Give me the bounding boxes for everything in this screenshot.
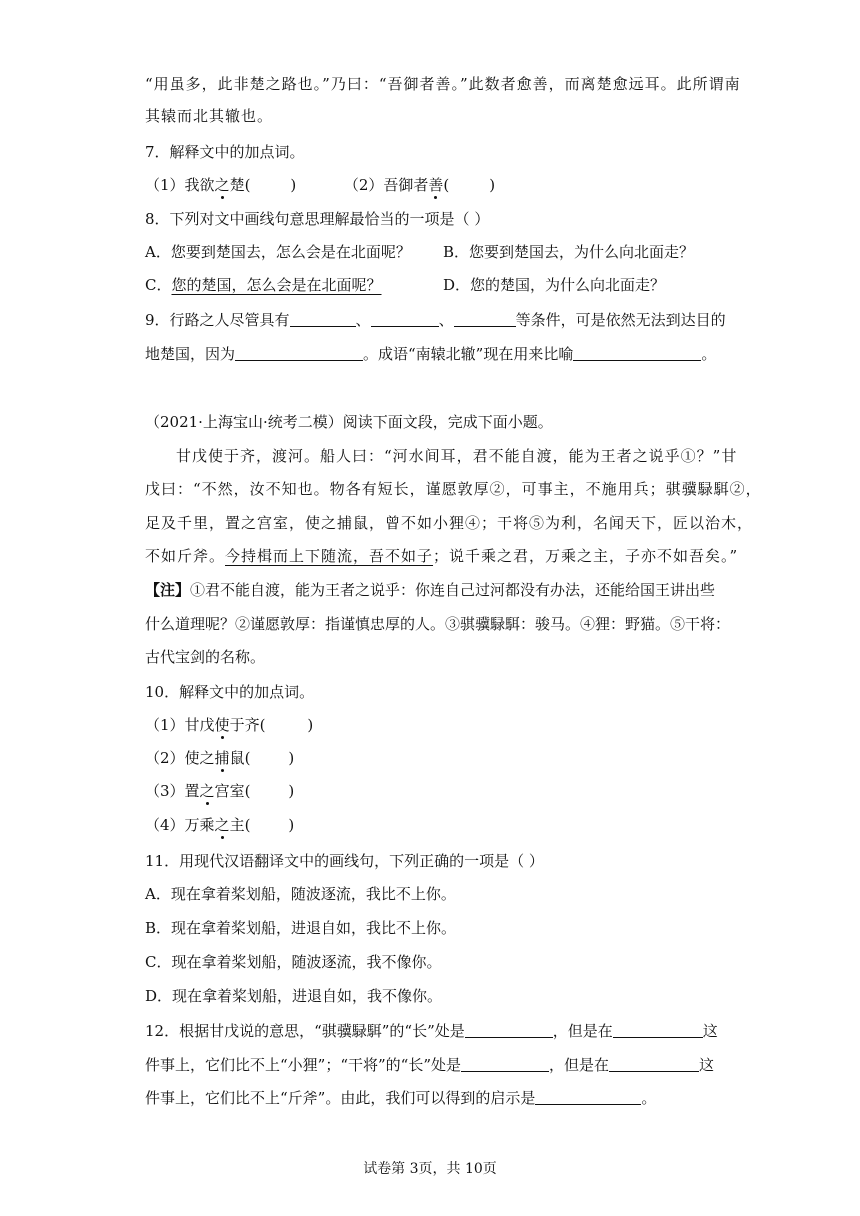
passage-line: 其辕而北其辙也。 [145, 107, 274, 125]
q12-text: 。 [641, 1089, 657, 1107]
dotted-word: 之 [214, 176, 230, 194]
option-d[interactable]: D．您的楚国，为什么向北面走？ [443, 276, 666, 294]
q10-suffix: 鼠( [229, 749, 251, 767]
q10-prefix: （2）使之 [145, 749, 215, 767]
q10-item [145, 715, 313, 735]
question-12-line-3 [145, 1088, 656, 1108]
answer-blank[interactable] [613, 1022, 703, 1038]
q12-text: 12．根据甘戊说的意思，“骐骥騄駬”的“长”处是 [145, 1022, 465, 1040]
q10-prefix: （4）万乘 [145, 816, 215, 834]
q7-item-1-suffix: 楚( [229, 176, 251, 194]
q9-text: 9．行路之人尽管具有 [145, 311, 290, 329]
answer-blank[interactable] [461, 1056, 549, 1072]
question-12-line-2 [145, 1055, 714, 1075]
option-a[interactable]: A．您要到楚国去，怎么会是在北面呢？ [145, 243, 411, 261]
q10-item [145, 748, 294, 768]
q9-text: 。成语“南辕北辙”现在用来比喻 [363, 345, 574, 363]
question-9-line-1 [145, 310, 726, 330]
dotted-word: 之 [214, 816, 230, 834]
question-12-line-1 [145, 1021, 718, 1041]
option-a[interactable]: A．现在拿着桨划船，随波逐流，我比不上你。 [145, 885, 456, 903]
option-c[interactable] [145, 275, 382, 295]
passage-line: 足及千里，置之宫室，使之捕鼠，曾不如小狸④；干将⑤为利，名闻天下，匠以治木， [145, 514, 754, 532]
underlined-sentence: 今持楫而上下随流，吾不如子 [225, 547, 434, 565]
paren-close: ) [489, 176, 496, 194]
q7-item-2-suffix: ( [443, 176, 450, 194]
question-10-stem: 10．解释文中的加点词。 [145, 683, 315, 701]
dotted-word: 善 [428, 176, 444, 194]
q12-text: 件事上，它们比不上“斤斧”。由此，我们可以得到的启示是 [145, 1089, 536, 1107]
note-line: 什么道理呢？②谨愿敦厚：指谨慎忠厚的人。③骐骥騄駬：骏马。④狸：野猫。⑤干将： [145, 615, 731, 633]
q10-suffix: 于齐( [229, 716, 266, 734]
option-c[interactable]: C．现在拿着桨划船，随波逐流，我不像你。 [145, 953, 442, 971]
option-b[interactable]: B．您要到楚国去，为什么向北面走？ [443, 243, 695, 261]
q10-item [145, 815, 294, 835]
passage-line: 戊曰：“不然，汝不知也。物各有短长，谨愿敦厚②，可事主，不施用兵；骐骥騄駬②， [145, 480, 762, 498]
answer-blank[interactable] [465, 1022, 553, 1038]
answer-blank[interactable] [573, 345, 701, 361]
note-line: 古代宝剑的名称。 [145, 648, 266, 666]
option-c-letter: C． [145, 276, 172, 294]
q9-text: 等条件，可是依然无法到达目的 [515, 311, 726, 329]
passage-line: “用虽多，此非楚之路也。”乃曰：“吾御者善。”此数者愈善，而离楚愈远耳。此所谓南 [145, 75, 741, 93]
answer-blank[interactable] [454, 311, 516, 327]
q12-text: 这 [699, 1056, 715, 1074]
answer-blank[interactable] [371, 311, 439, 327]
q7-item-1-prefix: （1）我欲 [145, 176, 215, 194]
q10-prefix: （3）置 [145, 782, 200, 800]
answer-blank[interactable] [290, 311, 356, 327]
dotted-word: 捕 [214, 749, 230, 767]
note-line [145, 580, 715, 600]
section-source: （2021·上海宝山·统考二模）阅读下面文段，完成下面小题。 [145, 413, 553, 431]
passage-line: 甘戊使于齐，渡河。船人曰：“河水间耳，君不能自渡，能为王者之说乎①？”甘 [176, 447, 738, 465]
question-8-stem: 8．下列对文中画线句意思理解最恰当的一项是（ ） [145, 210, 490, 228]
paren-close: ) [288, 749, 295, 767]
dotted-word: 使 [214, 716, 230, 734]
q9-sep: 、 [438, 311, 454, 329]
page-footer: 试卷第 3页，共 10页 [363, 1161, 497, 1177]
q10-item [145, 781, 294, 801]
option-b[interactable]: B．现在拿着桨划船，进退自如，我比不上你。 [145, 919, 457, 937]
answer-blank[interactable] [235, 345, 363, 361]
paren-close: ) [288, 816, 295, 834]
underlined-text: 您的楚国，怎么会是在北面呢？ [171, 276, 382, 294]
answer-blank[interactable] [609, 1056, 699, 1072]
q9-text: 地楚国，因为 [145, 345, 236, 363]
q12-text: 这 [702, 1022, 718, 1040]
q12-text: 件事上，它们比不上“小狸”；“干将”的“长”处是 [145, 1056, 462, 1074]
passage-text: 不如斤斧。 [145, 547, 226, 565]
answer-blank[interactable] [535, 1089, 641, 1105]
q10-prefix: （1）甘戊 [145, 716, 215, 734]
q10-suffix: 宫室( [214, 782, 251, 800]
passage-line [145, 546, 738, 566]
question-7-items [145, 175, 495, 195]
q12-text: ，但是在 [552, 1022, 613, 1040]
paren-close: ) [307, 716, 314, 734]
q9-sep: 、 [355, 311, 371, 329]
paren-close: ) [290, 176, 297, 194]
question-9-line-2 [145, 344, 716, 364]
q7-item-2-prefix: （2）吾御者 [343, 176, 429, 194]
question-7-stem: 7．解释文中的加点词。 [145, 143, 305, 161]
paren-close: ) [288, 782, 295, 800]
q10-suffix: 主( [229, 816, 251, 834]
question-11-stem: 11．用现代汉语翻译文中的画线句，下列正确的一项是（ ） [145, 852, 544, 870]
note-label: 【注】 [145, 581, 191, 599]
dotted-word: 之 [199, 782, 215, 800]
q9-text: 。 [701, 345, 717, 363]
option-d[interactable]: D．现在拿着桨划船，进退自如，我不像你。 [145, 987, 443, 1005]
q12-text: ，但是在 [549, 1056, 610, 1074]
passage-text: ；说千乘之君，万乘之主，子亦不如吾矣。” [433, 547, 739, 565]
note-text: ①君不能自渡，能为王者之说乎：你连自己过河都没有办法，还能给国王讲出些 [190, 581, 716, 599]
